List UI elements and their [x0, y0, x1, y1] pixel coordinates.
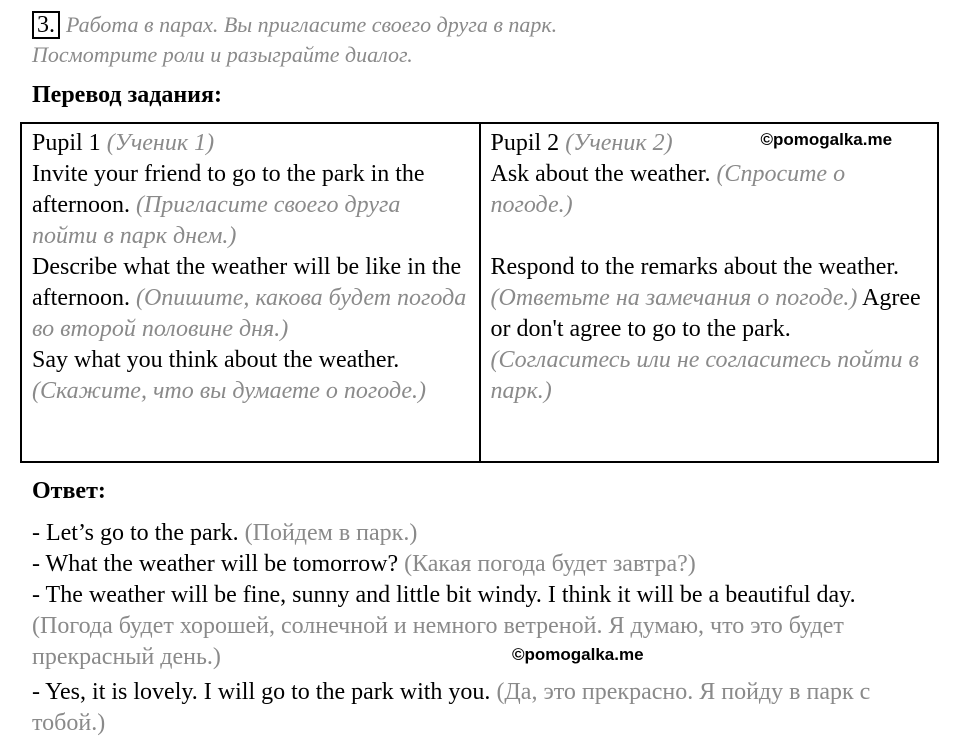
- pupil-2-task-3-ru: (Согласитесь или не согласитесь пойти в парк.): [490, 347, 919, 404]
- pupil-1-task-3-en: Say what you think about the weather.: [32, 347, 400, 373]
- pupil-1-task-1-ru: (Пригласите своего друга пойти в парк днем.): [32, 192, 401, 249]
- answer-ru: (Погода будет хорошей, солнечной и немного ветреной. Я думаю, что это будет прекрасный день.): [32, 613, 844, 670]
- pupil-1-task-1-en: Invite your friend to go to the park in the afternoon.: [32, 161, 425, 218]
- pupil-1-task-2-ru: (Опишите, какова будет погода во второй половине дня.): [32, 285, 467, 342]
- pupil-2-task-2-en: Respond to the remarks about the weather.: [490, 254, 900, 280]
- pupil-1-title-ru: (Ученик 1): [106, 130, 215, 156]
- answer-en: - Let’s go to the park.: [32, 520, 239, 546]
- roles-table: [20, 122, 939, 463]
- pupil-2-task-3-en: Agree or don't agree to go to the park.: [490, 285, 921, 342]
- pupil-2-task-2-ru: (Ответьте на замечания о погоде.): [490, 285, 858, 311]
- pupil-2-task-1-en: Ask about the weather.: [490, 161, 711, 187]
- pupil-2-cell: [480, 123, 939, 462]
- watermark-bottom: ©pomogalka.me: [512, 645, 644, 664]
- answer-line: [32, 580, 922, 673]
- answer-ru: (Пойдем в парк.): [244, 520, 418, 546]
- watermark-top: ©pomogalka.me: [760, 130, 893, 149]
- answer-list: [32, 518, 922, 739]
- pupil-1-title: Pupil 1: [32, 130, 101, 156]
- task-line-2: Посмотрите роли и разыграйте диалог.: [32, 42, 413, 67]
- answer-line: [32, 518, 922, 549]
- answer-heading: Ответ:: [32, 478, 106, 504]
- pupil-1-task-3-ru: (Скажите, что вы думаете о погоде.): [32, 378, 427, 404]
- pupil-2-title: Pupil 2: [490, 130, 560, 156]
- answer-en: - What the weather will be tomorrow?: [32, 551, 399, 577]
- answer-en: - The weather will be fine, sunny and little bit windy. I think it will be a beautiful day.: [32, 582, 856, 608]
- pupil-1-task-2-en: Describe what the weather will be like in the afternoon.: [32, 254, 462, 311]
- pupil-2-task-1-ru: (Спросите о погоде.): [490, 161, 846, 218]
- pupil-2-title-ru: (Ученик 2): [565, 130, 673, 156]
- answer-en: - Yes, it is lovely. I will go to the park with you.: [32, 679, 491, 705]
- answer-ru: (Да, это прекрасно. Я пойду в парк с тобой.): [32, 679, 871, 736]
- answer-line: [32, 677, 922, 739]
- translation-heading: Перевод задания:: [32, 82, 222, 108]
- answer-ru: (Какая погода будет завтра?): [404, 551, 696, 577]
- task-number: 3.: [32, 11, 60, 39]
- answer-line: [32, 549, 922, 580]
- task-instruction: [32, 10, 932, 70]
- task-line-1: Работа в парах. Вы пригласите своего друга в парк.: [66, 12, 558, 37]
- pupil-1-cell: [21, 123, 480, 462]
